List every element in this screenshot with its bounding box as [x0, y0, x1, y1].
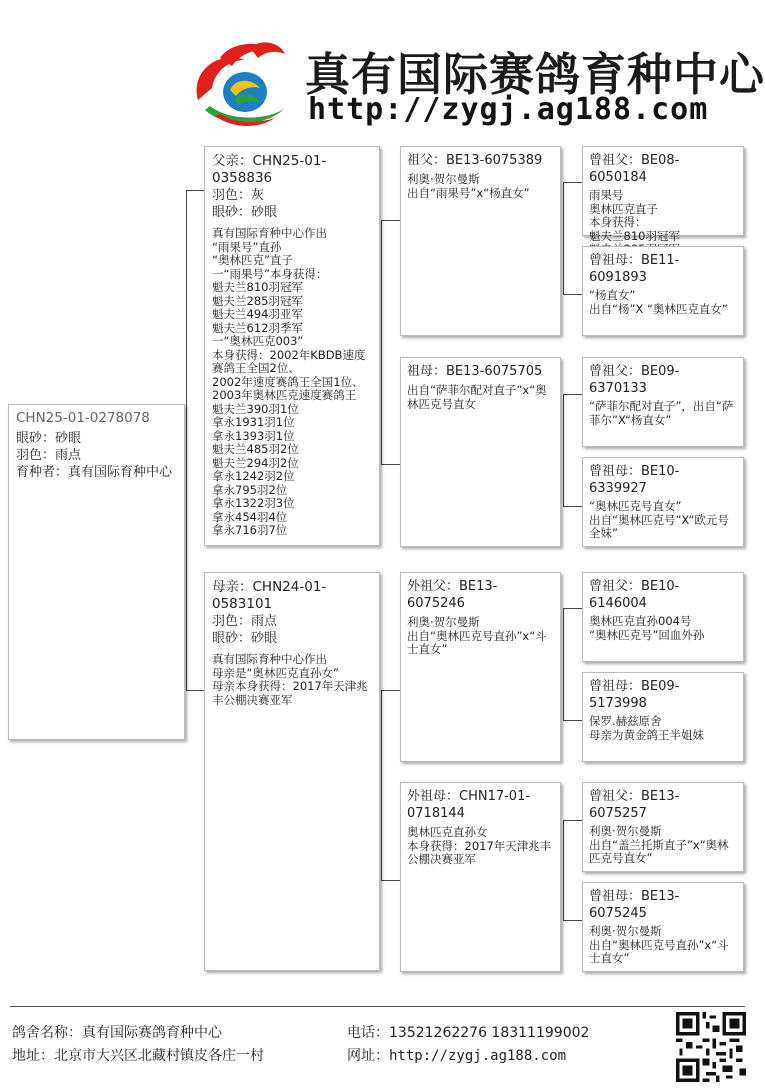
great-grandparent-ring: 曾祖母：BE13-6075245	[589, 889, 680, 921]
address-label: 地址：	[12, 1048, 54, 1064]
brand-title: 真有国际赛鸽育种中心	[305, 48, 765, 101]
brand-logo	[190, 40, 290, 130]
eye-label: 眼砂：	[16, 431, 56, 446]
connector	[563, 294, 582, 295]
connector	[563, 820, 582, 821]
great-grandparent-card[interactable]	[582, 457, 744, 547]
grandparent-card[interactable]	[400, 782, 561, 972]
loft-name: 真有国际赛鸽育种中心	[82, 1025, 222, 1041]
address-value: 北京市大兴区北藏村镇皮各庄一村	[54, 1048, 264, 1064]
great-grandparent-notes: 奥林匹克直孙004号 “奥林匹克号”回血外孙	[589, 614, 705, 642]
great-grandparent-card[interactable]	[582, 246, 744, 336]
great-grandparent-notes: 保罗.赫兹原舍 母亲为黄金鸽王半姐妹	[589, 714, 704, 742]
connector	[381, 690, 400, 691]
father-notes: 真有国际育种中心作出 “雨果号”直孙 “奥林匹克”直子 一“雨果号”本身获得： 魁夫兰810羽冠军 魁夫兰285羽冠军 魁夫兰494羽亚军 魁夫兰612羽季军 一“奥林匹克003” 本身获得：2002年KBDB速度赛鸽王全国2位、 2002年速度赛鸽王全国1位、 2003年奥林匹克速度赛鸽王 魁夫兰390羽1位 拿永1931羽1位 拿永1393羽1位 魁夫兰485羽2位 魁夫兰294羽2位 拿永1242羽2位 拿永795羽2位 拿永1322羽3位 拿永454羽4位 拿永716羽7位	[212, 226, 366, 537]
subject-breeder: 真有国际育种中心	[68, 465, 173, 480]
phone-value: 13521262276 18311199002	[389, 1025, 590, 1041]
great-grandparent-ring: 曾祖母：BE09-5173998	[589, 679, 680, 711]
grandparent-notes: 利奥·贺尔曼斯 出自“雨果号”x“杨直女”	[407, 172, 530, 200]
connector	[186, 190, 187, 690]
connector	[563, 820, 564, 920]
mother-color: 雨点	[251, 614, 278, 629]
great-grandparent-notes: “奥林匹克号直女” 出自“奥林匹克号”X“欧元号全妹”	[589, 499, 729, 540]
great-grandparent-notes: 雨果号 奥林匹克直子 本身获得： 魁夫兰810羽冠军	[589, 188, 680, 243]
great-grandparent-card[interactable]	[582, 782, 744, 872]
subject-ring: CHN25-01-0278078	[16, 410, 150, 426]
connector	[381, 464, 400, 465]
connector	[186, 190, 205, 191]
great-grandparent-card[interactable]	[582, 146, 744, 243]
great-grandparent-ring: 曾祖母：BE11-6091893	[589, 253, 680, 285]
connector	[381, 690, 382, 880]
great-grandparent-notes: “杨直女” 出自“杨”X “奥林匹克直女”	[589, 288, 728, 316]
phone-label: 电话：	[347, 1025, 389, 1041]
connector	[563, 506, 582, 507]
connector	[563, 608, 582, 609]
connector	[563, 920, 582, 921]
grandparent-card[interactable]	[400, 357, 561, 547]
connector	[563, 394, 564, 506]
connector	[563, 720, 582, 721]
color-label: 羽色：	[212, 188, 252, 203]
brand-url: http://zygj.ag188.com	[308, 92, 709, 127]
footer-divider	[10, 1006, 745, 1007]
great-grandparent-card[interactable]	[582, 357, 744, 447]
great-grandparent-ring: 曾祖父：BE10-6146004	[589, 579, 680, 611]
connector	[563, 182, 564, 294]
subject-eye: 砂眼	[55, 431, 82, 446]
footer-address	[12, 1045, 264, 1065]
subject-color: 雨点	[55, 448, 82, 463]
mother-ring: 母亲：CHN24-01-0583101	[212, 579, 327, 612]
footer-web	[347, 1045, 566, 1065]
connector	[381, 220, 382, 464]
father-card[interactable]	[204, 146, 380, 546]
grandparent-notes: 奥林匹克直孙女 本身获得：2017年天津兆丰公棚决赛亚军	[407, 825, 552, 866]
father-eye: 砂眼	[251, 205, 278, 220]
great-grandparent-notes: 利奥·贺尔曼斯 出自“盖兰托斯直子”x“奥林匹克号直女”	[589, 824, 729, 865]
eye-label: 眼砂：	[212, 631, 252, 646]
father-color: 灰	[251, 188, 265, 203]
eye-label: 眼砂：	[212, 205, 252, 220]
connector	[381, 880, 400, 881]
loft-label: 鸽舍名称：	[12, 1025, 82, 1041]
subject-card[interactable]	[8, 404, 185, 740]
mother-eye: 砂眼	[251, 631, 278, 646]
breeder-label: 育种者：	[16, 465, 69, 480]
grandparent-ring: 外祖父：BE13-6075246	[407, 579, 498, 611]
mother-notes: 真有国际育种中心作出 母亲是“奥林匹克直孙女” 母亲本身获得：2017年天津兆丰公棚决赛亚军	[212, 652, 368, 707]
web-label: 网址：	[347, 1048, 389, 1064]
father-ring: 父亲：CHN25-01-0358836	[212, 153, 327, 186]
grandparent-card[interactable]	[400, 146, 561, 336]
great-grandparent-card[interactable]	[582, 882, 744, 972]
mother-card[interactable]	[204, 572, 380, 971]
grandparent-card[interactable]	[400, 572, 561, 762]
great-grandparent-ring: 曾祖父：BE13-6075257	[589, 789, 680, 821]
grandparent-notes: 出自“萨菲尔配对直子”x“奥林匹克号直女	[407, 383, 547, 411]
connector	[563, 608, 564, 720]
connector	[381, 220, 400, 221]
grandparent-ring: 外祖母：CHN17-01-0718144	[407, 789, 531, 821]
footer-loft	[12, 1022, 222, 1042]
great-grandparent-ring: 曾祖母：BE10-6339927	[589, 464, 680, 496]
great-grandparent-ring: 曾祖父：BE08-6050184	[589, 153, 680, 185]
grandparent-notes: 利奥·贺尔曼斯 出自“奥林匹克号直孙”x“斗士直女”	[407, 615, 547, 656]
connector	[563, 394, 582, 395]
great-grandparent-notes: 利奥·贺尔曼斯 出自“奥林匹克号直孙”x“斗士直女”	[589, 924, 729, 965]
footer-phone	[347, 1022, 589, 1042]
great-grandparent-card[interactable]	[582, 572, 744, 662]
great-grandparent-card[interactable]	[582, 672, 744, 762]
color-label: 羽色：	[212, 614, 252, 629]
web-link[interactable]: http://zygj.ag188.com	[389, 1048, 567, 1064]
great-grandparent-ring: 曾祖父：BE09-6370133	[589, 364, 680, 396]
qr-code-icon	[676, 1012, 746, 1082]
great-grandparent-notes: “萨菲尔配对直子”，出自“萨菲尔”X“杨直女”	[589, 399, 734, 427]
grandparent-ring: 祖父：BE13-6075389	[407, 153, 543, 168]
connector	[563, 182, 582, 183]
color-label: 羽色：	[16, 448, 56, 463]
grandparent-ring: 祖母：BE13-6075705	[407, 364, 543, 379]
connector	[186, 690, 205, 691]
